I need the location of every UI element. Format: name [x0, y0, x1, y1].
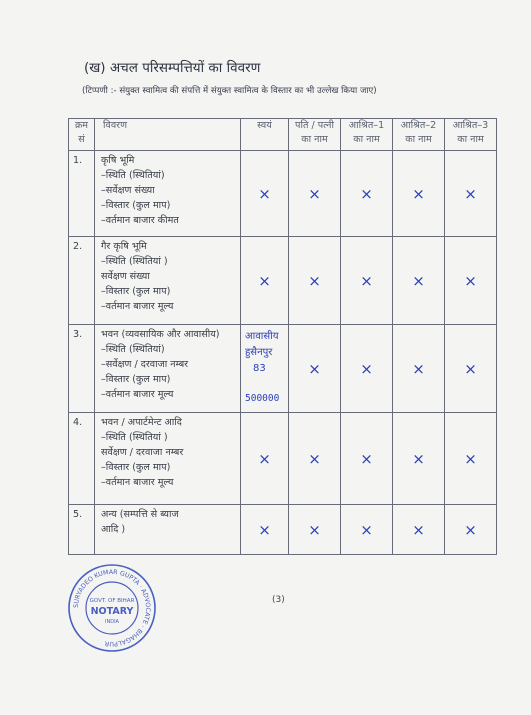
assets-table: [68, 118, 497, 555]
handwritten-amount: 500000: [245, 393, 280, 404]
header-spouse: पति / पत्नी का नाम: [289, 119, 341, 151]
header-serial: क्रम सं: [69, 119, 95, 151]
cross-mark: ×: [341, 237, 393, 325]
section-heading: (ख) अचल परिसम्पत्तियों का विवरण: [84, 60, 261, 76]
row-serial: 1.: [69, 151, 95, 237]
cross-mark: ×: [289, 325, 341, 413]
notary-seal: [66, 562, 158, 654]
cross-mark: ×: [289, 505, 341, 555]
seal-center-bottom: INDIA: [105, 619, 119, 625]
seal-center-top: GOVT. OF BIHAR: [89, 598, 135, 604]
table-row: [69, 505, 497, 555]
header-dependent-3: आश्रित–3 का नाम: [445, 119, 497, 151]
seal-center-main: NOTARY: [90, 606, 134, 617]
cross-mark: ×: [341, 325, 393, 413]
cross-mark: ×: [289, 151, 341, 237]
cross-mark: ×: [241, 413, 289, 505]
cross-mark: ×: [241, 505, 289, 555]
row-serial: 5.: [69, 505, 95, 555]
page-number: (3): [272, 595, 285, 605]
row-description: भवन (व्यवसायिक और आवासीय) –स्थिति (स्थितियां) –सर्वेक्षण / दरवाजा नम्बर –विस्तार (कुल माप) –वर्तमान बाजार मूल्य: [95, 325, 241, 413]
cross-mark: ×: [341, 505, 393, 555]
header-dependent-1: आश्रित–1 का नाम: [341, 119, 393, 151]
cross-mark: ×: [393, 325, 445, 413]
table-row: [69, 151, 497, 237]
cross-mark: ×: [241, 151, 289, 237]
seal-ring-text: SURYADEO KUMAR GUPTA · ADVOCATE · BHAGALPUR: [72, 568, 152, 648]
header-description: विवरण: [95, 119, 241, 151]
table-row: [69, 325, 497, 413]
section-note: (टिप्पणी :- संयुक्त स्वामित्व की संपत्ति में संयुक्त स्वामित्व के विस्तार का भी उल्लेख किया जाए): [82, 86, 377, 96]
handwritten-self-entry: आवासीय हुसैनपुर 83 500000: [241, 325, 289, 413]
cross-mark: ×: [289, 413, 341, 505]
table-row: [69, 237, 497, 325]
cross-mark: ×: [445, 505, 497, 555]
cross-mark: ×: [241, 237, 289, 325]
cross-mark: ×: [393, 413, 445, 505]
table-row: [69, 413, 497, 505]
header-self: स्वयं: [241, 119, 289, 151]
cross-mark: ×: [393, 151, 445, 237]
cross-mark: ×: [445, 151, 497, 237]
row-description: गैर कृषि भूमि –स्थिति (स्थितियां ) सर्वेक्षण संख्या –विस्तार (कुल माप) –वर्तमान बाजार मूल्य: [95, 237, 241, 325]
row-serial: 4.: [69, 413, 95, 505]
cross-mark: ×: [445, 325, 497, 413]
row-serial: 2.: [69, 237, 95, 325]
cross-mark: ×: [341, 151, 393, 237]
cross-mark: ×: [341, 413, 393, 505]
cross-mark: ×: [289, 237, 341, 325]
row-description: कृषि भूमि –स्थिति (स्थितियां) –सर्वेक्षण संख्या –विस्तार (कुल माप) –वर्तमान बाजार कीमत: [95, 151, 241, 237]
cross-mark: ×: [445, 413, 497, 505]
header-dependent-2: आश्रित–2 का नाम: [393, 119, 445, 151]
cross-mark: ×: [445, 237, 497, 325]
table-header-row: [69, 119, 497, 151]
row-description: भवन / अपार्टमेन्ट आदि –स्थिति (स्थितियां ) सर्वेक्षण / दरवाजा नम्बर –विस्तार (कुल माप) –वर्तमान बाजार मूल्य: [95, 413, 241, 505]
row-serial: 3.: [69, 325, 95, 413]
cross-mark: ×: [393, 237, 445, 325]
cross-mark: ×: [393, 505, 445, 555]
row-description: अन्य (सम्पत्ति से ब्याज आदि ): [95, 505, 241, 555]
